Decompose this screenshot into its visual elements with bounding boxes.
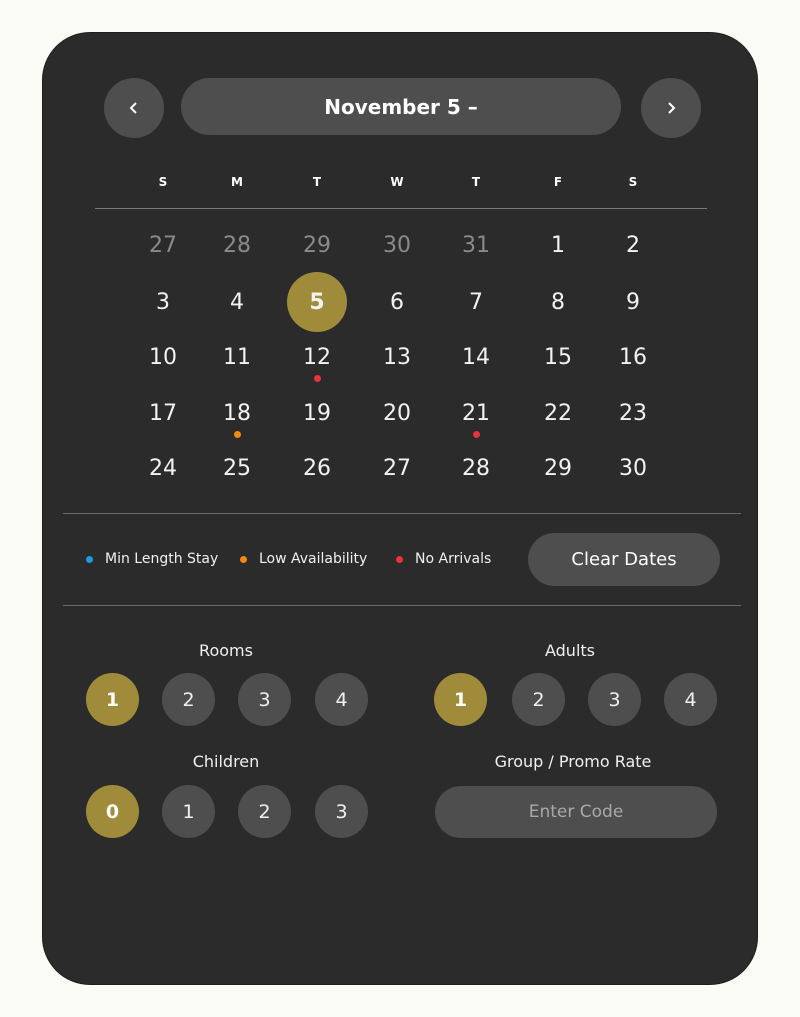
chevron-right-icon xyxy=(664,101,678,115)
calendar-day[interactable]: 6 xyxy=(390,289,404,315)
divider xyxy=(63,605,741,606)
legend-label: Min Length Stay xyxy=(105,551,219,567)
calendar-day[interactable]: 30 xyxy=(383,232,411,258)
calendar-day[interactable]: 22 xyxy=(544,400,572,426)
calendar-day[interactable]: 8 xyxy=(551,289,565,315)
weekday-label: S xyxy=(628,175,638,189)
adults-label: Adults xyxy=(544,641,595,660)
legend-dot-icon xyxy=(396,556,403,563)
booking-panel xyxy=(42,32,758,985)
calendar-day[interactable]: 31 xyxy=(462,232,490,258)
calendar-day[interactable]: 26 xyxy=(303,455,331,481)
calendar-day[interactable]: 17 xyxy=(149,400,177,426)
calendar-day[interactable]: 24 xyxy=(149,455,177,481)
rooms-option[interactable]: 3 xyxy=(238,673,291,726)
children-label: Children xyxy=(192,752,260,771)
divider xyxy=(63,513,741,514)
calendar-day[interactable]: 29 xyxy=(303,232,331,258)
calendar-day[interactable]: 30 xyxy=(619,455,647,481)
legend-label: Low Availability xyxy=(259,551,368,567)
children-option[interactable]: 3 xyxy=(315,785,368,838)
calendar-day[interactable]: 12 xyxy=(287,335,347,379)
calendar-day[interactable]: 14 xyxy=(462,344,490,370)
calendar-day[interactable]: 4 xyxy=(230,289,244,315)
calendar-day[interactable]: 7 xyxy=(469,289,483,315)
legend-no-arrivals xyxy=(396,551,491,567)
calendar-day[interactable]: 25 xyxy=(223,455,251,481)
clear-dates-button[interactable]: Clear Dates xyxy=(528,533,720,586)
children-option[interactable]: 0 xyxy=(86,785,139,838)
calendar-day[interactable]: 29 xyxy=(544,455,572,481)
calendar-day[interactable]: 28 xyxy=(223,232,251,258)
calendar-day[interactable]: 9 xyxy=(626,289,640,315)
weekday-label: T xyxy=(471,175,481,189)
children-option[interactable]: 1 xyxy=(162,785,215,838)
status-dot-icon xyxy=(234,431,241,438)
rooms-label: Rooms xyxy=(199,641,253,660)
promo-label: Group / Promo Rate xyxy=(494,752,652,771)
chevron-left-icon xyxy=(127,101,141,115)
calendar-day[interactable]: 10 xyxy=(149,344,177,370)
calendar-day[interactable]: 16 xyxy=(619,344,647,370)
calendar-day[interactable]: 3 xyxy=(156,289,170,315)
children-option[interactable]: 2 xyxy=(238,785,291,838)
month-title[interactable]: November 5 – xyxy=(181,78,621,135)
rooms-option[interactable]: 2 xyxy=(162,673,215,726)
adults-option[interactable]: 1 xyxy=(434,673,487,726)
calendar-day[interactable]: 21 xyxy=(446,391,506,435)
weekday-label: T xyxy=(312,175,322,189)
calendar-day[interactable]: 13 xyxy=(383,344,411,370)
calendar-day[interactable]: 18 xyxy=(207,391,267,435)
divider xyxy=(95,208,707,209)
calendar-day[interactable]: 15 xyxy=(544,344,572,370)
previous-month-button[interactable] xyxy=(104,78,164,138)
calendar-day[interactable]: 27 xyxy=(149,232,177,258)
weekday-header xyxy=(43,175,757,193)
weekday-label: F xyxy=(553,175,563,189)
rooms-option[interactable]: 4 xyxy=(315,673,368,726)
weekday-label: M xyxy=(231,175,243,189)
calendar-day[interactable]: 2 xyxy=(626,232,640,258)
weekday-label: W xyxy=(390,175,404,189)
legend-min-length-stay xyxy=(86,551,218,567)
legend-label: No Arrivals xyxy=(415,551,492,567)
legend-dot-icon xyxy=(86,556,93,563)
calendar-day[interactable]: 11 xyxy=(223,344,251,370)
status-dot-icon xyxy=(314,375,321,382)
adults-option[interactable]: 2 xyxy=(512,673,565,726)
calendar-day[interactable]: 23 xyxy=(619,400,647,426)
adults-option[interactable]: 4 xyxy=(664,673,717,726)
legend-low-availability xyxy=(240,551,367,567)
calendar-day[interactable]: 19 xyxy=(303,400,331,426)
rooms-option[interactable]: 1 xyxy=(86,673,139,726)
weekday-label: S xyxy=(158,175,168,189)
calendar-day-selected[interactable]: 5 xyxy=(287,272,347,332)
calendar-day[interactable]: 27 xyxy=(383,455,411,481)
calendar-day[interactable]: 1 xyxy=(551,232,565,258)
promo-code-input[interactable] xyxy=(435,786,717,838)
calendar-day[interactable]: 28 xyxy=(462,455,490,481)
adults-option[interactable]: 3 xyxy=(588,673,641,726)
calendar-day[interactable]: 20 xyxy=(383,400,411,426)
legend-dot-icon xyxy=(240,556,247,563)
status-dot-icon xyxy=(473,431,480,438)
next-month-button[interactable] xyxy=(641,78,701,138)
